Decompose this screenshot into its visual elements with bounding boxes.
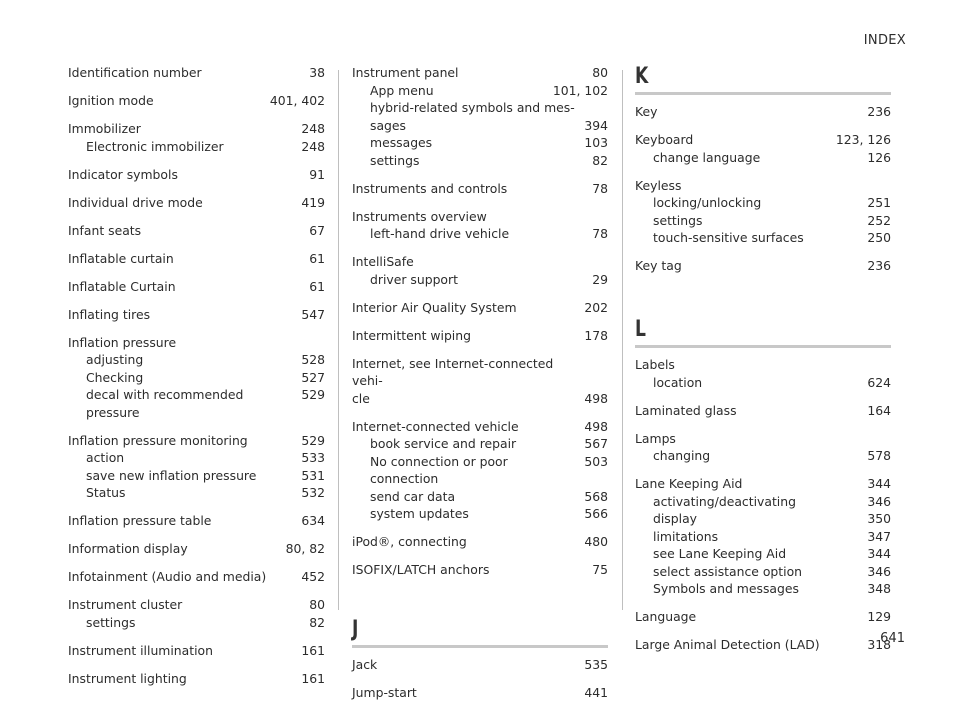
index-entry bbox=[635, 131, 891, 166]
index-entry bbox=[68, 432, 325, 502]
entry-label bbox=[352, 355, 584, 408]
entry-page-ref: 178 bbox=[584, 327, 608, 343]
entry-page-ref: 578 bbox=[867, 448, 891, 463]
index-list bbox=[352, 656, 608, 702]
entry-page-ref: 29 bbox=[592, 271, 608, 287]
index-subentry bbox=[352, 453, 608, 488]
entry-page-ref: 419 bbox=[301, 194, 325, 210]
entry-label bbox=[370, 99, 584, 134]
entry-label: Inflation pressure bbox=[68, 334, 177, 350]
column-divider bbox=[338, 70, 339, 610]
entry-page-ref: 252 bbox=[867, 212, 891, 228]
entry-label: Inflatable curtain bbox=[68, 250, 174, 266]
entry-page-ref: 346 bbox=[867, 493, 891, 509]
index-entry bbox=[68, 250, 325, 268]
index-subentry bbox=[352, 435, 608, 453]
entry-page-ref: 347 bbox=[867, 528, 891, 544]
index-entry-row bbox=[635, 608, 891, 626]
index-subentry bbox=[352, 225, 608, 243]
entry-page-ref: 533 bbox=[301, 450, 325, 465]
entry-page-ref: 318 bbox=[867, 637, 891, 652]
entry-label: Symbols and messages bbox=[653, 581, 799, 596]
index-entry bbox=[352, 656, 608, 674]
index-entry-row bbox=[635, 131, 891, 149]
entry-label: locking/unlocking bbox=[653, 195, 762, 210]
entry-page-ref: 566 bbox=[584, 506, 608, 521]
entry-page-ref: 38 bbox=[309, 65, 325, 80]
index-entry-row bbox=[352, 64, 608, 82]
entry-page-ref: 532 bbox=[301, 485, 325, 500]
index-entry-row bbox=[68, 166, 325, 184]
index-entry-row bbox=[635, 430, 891, 448]
index-entry bbox=[68, 568, 325, 586]
entry-label-line: sages bbox=[370, 117, 406, 133]
entry-page-ref: 67 bbox=[309, 222, 325, 238]
entry-page-ref: 78 bbox=[592, 180, 608, 196]
index-entry bbox=[635, 475, 891, 598]
entry-label: Keyless bbox=[635, 177, 682, 193]
index-entry-row bbox=[68, 432, 325, 450]
entry-label: App menu bbox=[370, 82, 434, 98]
entry-page-ref: 236 bbox=[867, 104, 891, 119]
index-entry-row bbox=[635, 402, 891, 420]
entry-page-ref: 91 bbox=[309, 166, 325, 182]
entry-label: settings bbox=[370, 152, 420, 168]
index-entry bbox=[352, 561, 608, 579]
index-entry-row bbox=[68, 64, 325, 82]
entry-label: Inflating tires bbox=[68, 306, 151, 322]
index-entry-row bbox=[635, 475, 891, 493]
index-entry bbox=[68, 194, 325, 212]
index-subentry bbox=[352, 271, 608, 289]
index-entry bbox=[635, 430, 891, 465]
index-subentry bbox=[635, 563, 891, 581]
page-header-title: INDEX bbox=[863, 33, 906, 48]
entry-page-ref: 80 bbox=[309, 597, 325, 612]
index-entry bbox=[68, 166, 325, 184]
index-entry-row bbox=[68, 278, 325, 296]
entry-page-ref: 531 bbox=[301, 467, 325, 483]
entry-label: Lane Keeping Aid bbox=[635, 476, 743, 491]
index-entry bbox=[68, 512, 325, 530]
entry-label: Immobilizer bbox=[68, 121, 141, 136]
entry-label: Infant seats bbox=[68, 222, 142, 238]
index-entry-row bbox=[352, 180, 608, 198]
entry-label: Instruments and controls bbox=[352, 180, 508, 196]
entry-page-ref: 101, 102 bbox=[552, 82, 608, 98]
entry-label: Laminated glass bbox=[635, 402, 737, 418]
index-entry-row bbox=[352, 253, 608, 271]
index-entry-row bbox=[68, 512, 325, 530]
entry-page-ref: 348 bbox=[867, 581, 891, 596]
entry-label: Inflation pressure table bbox=[68, 513, 212, 528]
entry-page-ref: 394 bbox=[584, 117, 608, 133]
entry-label: Infotainment (Audio and media) bbox=[68, 569, 267, 584]
entry-page-ref: 164 bbox=[867, 402, 891, 418]
entry-label: Instrument cluster bbox=[68, 597, 183, 612]
index-list bbox=[635, 103, 891, 275]
index-entry bbox=[635, 636, 891, 654]
index-entry-row bbox=[352, 299, 608, 317]
index-subentry bbox=[352, 134, 608, 152]
entry-label: Electronic immobilizer bbox=[86, 138, 224, 154]
entry-label: activating/deactivating bbox=[653, 493, 796, 509]
entry-page-ref: 346 bbox=[867, 563, 891, 579]
entry-label: ISOFIX/LATCH anchors bbox=[352, 562, 490, 577]
index-entry-row bbox=[635, 636, 891, 654]
index-entry-row bbox=[352, 684, 608, 702]
index-entry-row bbox=[68, 596, 325, 614]
index-entry bbox=[635, 177, 891, 247]
entry-page-ref: 248 bbox=[301, 138, 325, 154]
entry-page-ref: 75 bbox=[592, 562, 608, 577]
entry-page-ref: 452 bbox=[301, 569, 325, 584]
index-subentry bbox=[68, 484, 325, 502]
index-entry bbox=[352, 299, 608, 317]
entry-page-ref: 202 bbox=[584, 299, 608, 315]
entry-label: Lamps bbox=[635, 430, 676, 446]
entry-label: Status bbox=[86, 485, 126, 500]
entry-label-line: Internet, see Internet-connected vehi- bbox=[352, 355, 554, 388]
entry-label: iPod®, connecting bbox=[352, 534, 467, 549]
entry-label: Internet-connected vehicle bbox=[352, 418, 519, 434]
entry-label: Inflation pressure monitoring bbox=[68, 432, 248, 448]
index-subentry bbox=[68, 467, 325, 485]
index-entry bbox=[352, 208, 608, 243]
entry-label: change language bbox=[653, 149, 761, 165]
index-subentry bbox=[635, 447, 891, 465]
entry-page-ref: 126 bbox=[867, 149, 891, 165]
index-subentry bbox=[68, 386, 325, 421]
index-subentry bbox=[68, 351, 325, 369]
index-entry bbox=[635, 103, 891, 121]
entry-page-ref: 498 bbox=[584, 418, 608, 434]
entry-label: Labels bbox=[635, 357, 675, 372]
entry-label: Intermittent wiping bbox=[352, 327, 471, 343]
entry-label: messages bbox=[370, 135, 433, 150]
entry-label-line: hybrid-related symbols and mes- bbox=[370, 100, 575, 115]
entry-page-ref: 401, 402 bbox=[269, 93, 325, 108]
section-rule bbox=[635, 345, 891, 348]
index-subentry bbox=[68, 614, 325, 632]
index-subentry bbox=[352, 488, 608, 506]
index-subentry bbox=[68, 449, 325, 467]
index-subentry bbox=[68, 138, 325, 156]
entry-label: Key tag bbox=[635, 258, 682, 273]
entry-label: decal with recommended pressure bbox=[86, 387, 244, 420]
entry-page-ref: 61 bbox=[309, 250, 325, 266]
index-subentry bbox=[68, 369, 325, 387]
index-subentry bbox=[635, 194, 891, 212]
index-subentry bbox=[635, 580, 891, 598]
index-entry bbox=[352, 180, 608, 198]
entry-label: Checking bbox=[86, 369, 144, 385]
entry-label: settings bbox=[86, 614, 136, 630]
entry-page-ref: 103 bbox=[584, 135, 608, 150]
entry-label: action bbox=[86, 450, 125, 465]
entry-page-ref: 344 bbox=[867, 546, 891, 561]
index-entry-row bbox=[68, 120, 325, 138]
entry-page-ref: 161 bbox=[301, 642, 325, 658]
index-entry-row bbox=[68, 670, 325, 688]
entry-page-ref: 535 bbox=[584, 657, 608, 672]
page-number: 641 bbox=[880, 631, 905, 646]
entry-label: limitations bbox=[653, 528, 719, 544]
index-entry bbox=[68, 642, 325, 660]
index-entry-row bbox=[352, 208, 608, 226]
index-entry bbox=[352, 355, 608, 408]
index-column-1 bbox=[68, 64, 325, 698]
index-entry-row bbox=[635, 356, 891, 374]
index-entry bbox=[68, 64, 325, 82]
index-entry bbox=[68, 92, 325, 110]
column-divider bbox=[622, 70, 623, 610]
entry-label: settings bbox=[653, 212, 703, 228]
index-entry-row bbox=[635, 103, 891, 121]
index-entry-row bbox=[68, 642, 325, 660]
entry-page-ref: 634 bbox=[301, 513, 325, 528]
index-column-3 bbox=[635, 64, 891, 664]
entry-label: Interior Air Quality System bbox=[352, 299, 517, 315]
entry-label: Identification number bbox=[68, 65, 202, 80]
index-subentry bbox=[352, 152, 608, 170]
entry-label: Instrument panel bbox=[352, 65, 459, 80]
section-rule bbox=[352, 645, 608, 648]
entry-label: IntelliSafe bbox=[352, 254, 414, 269]
entry-label: driver support bbox=[370, 271, 458, 287]
entry-page-ref: 344 bbox=[867, 476, 891, 491]
entry-label: Large Animal Detection (LAD) bbox=[635, 637, 820, 652]
index-entry-row bbox=[352, 533, 608, 551]
index-entry bbox=[68, 334, 325, 422]
index-subentry bbox=[635, 493, 891, 511]
index-entry-row bbox=[68, 194, 325, 212]
index-subentry bbox=[635, 149, 891, 167]
entry-page-ref: 480 bbox=[584, 534, 608, 549]
index-subentry bbox=[635, 374, 891, 392]
index-entry-row bbox=[68, 222, 325, 240]
index-subentry bbox=[635, 229, 891, 247]
entry-label: select assistance option bbox=[653, 563, 803, 579]
entry-page-ref: 61 bbox=[309, 278, 325, 294]
entry-page-ref: 248 bbox=[301, 121, 325, 136]
entry-label: save new inflation pressure bbox=[86, 467, 257, 483]
entry-label: Indicator symbols bbox=[68, 166, 178, 182]
index-subentry bbox=[635, 528, 891, 546]
entry-label: touch-sensitive surfaces bbox=[653, 230, 804, 245]
entry-page-ref: 624 bbox=[867, 374, 891, 390]
entry-page-ref: 236 bbox=[867, 258, 891, 273]
entry-label: Language bbox=[635, 609, 697, 624]
index-entry bbox=[352, 253, 608, 288]
section-letter: L bbox=[635, 317, 646, 342]
section-heading-j bbox=[352, 617, 608, 648]
index-list bbox=[635, 356, 891, 654]
section-heading-l bbox=[635, 317, 891, 348]
index-entry-row bbox=[68, 568, 325, 586]
entry-page-ref: 82 bbox=[309, 614, 325, 630]
entry-page-ref: 80 bbox=[592, 65, 608, 80]
entry-page-ref: 123, 126 bbox=[835, 132, 891, 147]
index-entry bbox=[352, 64, 608, 169]
index-entry bbox=[635, 608, 891, 626]
section-letter: J bbox=[352, 617, 359, 642]
entry-label: Jack bbox=[352, 657, 378, 672]
entry-page-ref: 350 bbox=[867, 511, 891, 526]
entry-label: Ignition mode bbox=[68, 93, 154, 108]
entry-label: Instrument lighting bbox=[68, 670, 187, 686]
entry-label: adjusting bbox=[86, 352, 144, 367]
index-subentry bbox=[352, 505, 608, 523]
entry-page-ref: 129 bbox=[867, 609, 891, 624]
entry-label: Information display bbox=[68, 541, 188, 556]
entry-label: Instruments overview bbox=[352, 208, 487, 224]
index-entry-row bbox=[635, 257, 891, 275]
entry-label: Instrument illumination bbox=[68, 642, 213, 658]
index-subentry bbox=[635, 545, 891, 563]
entry-label: book service and repair bbox=[370, 436, 517, 451]
entry-page-ref: 251 bbox=[867, 195, 891, 210]
index-subentry bbox=[352, 82, 608, 100]
section-letter: K bbox=[635, 64, 649, 89]
entry-label: No connection or poor connection bbox=[370, 453, 508, 486]
entry-label-line: cle bbox=[352, 390, 370, 406]
index-entry-row bbox=[68, 540, 325, 558]
index-subentry bbox=[352, 99, 608, 134]
entry-label: changing bbox=[653, 448, 711, 463]
index-entry-row bbox=[352, 355, 608, 408]
entry-label: Individual drive mode bbox=[68, 194, 203, 210]
entry-page-ref: 529 bbox=[301, 432, 325, 448]
entry-label: display bbox=[653, 511, 697, 526]
entry-page-ref: 441 bbox=[584, 685, 608, 700]
entry-label: location bbox=[653, 374, 703, 390]
index-entry bbox=[635, 356, 891, 391]
index-entry-row bbox=[352, 561, 608, 579]
entry-page-ref: 78 bbox=[592, 226, 608, 241]
index-entry-row bbox=[352, 418, 608, 436]
index-entry-row bbox=[352, 327, 608, 345]
entry-label: send car data bbox=[370, 488, 456, 504]
entry-page-ref: 529 bbox=[301, 387, 325, 402]
entry-page-ref: 567 bbox=[584, 436, 608, 451]
entry-label: system updates bbox=[370, 506, 469, 521]
entry-label: Keyboard bbox=[635, 132, 694, 147]
index-entry bbox=[68, 540, 325, 558]
entry-label: Inflatable Curtain bbox=[68, 278, 176, 294]
index-column-2 bbox=[352, 64, 608, 712]
index-entry-row bbox=[635, 177, 891, 195]
index-entry-row bbox=[68, 250, 325, 268]
index-entry-row bbox=[352, 656, 608, 674]
index-subentry bbox=[635, 212, 891, 230]
index-entry-row bbox=[68, 92, 325, 110]
index-entry bbox=[68, 306, 325, 324]
entry-page-ref: 527 bbox=[301, 369, 325, 385]
index-entry bbox=[352, 684, 608, 702]
index-entry bbox=[352, 418, 608, 523]
entry-page-ref: 82 bbox=[592, 152, 608, 168]
index-entry bbox=[68, 120, 325, 155]
index-entry bbox=[352, 533, 608, 551]
index-entry bbox=[68, 278, 325, 296]
entry-page-ref: 250 bbox=[867, 230, 891, 245]
entry-page-ref: 161 bbox=[301, 670, 325, 686]
entry-page-ref: 498 bbox=[584, 390, 608, 406]
entry-label: Key bbox=[635, 104, 658, 119]
index-entry bbox=[635, 402, 891, 420]
index-subentry bbox=[635, 510, 891, 528]
index-entry bbox=[68, 596, 325, 631]
entry-page-ref: 503 bbox=[584, 453, 608, 469]
entry-page-ref: 568 bbox=[584, 488, 608, 504]
entry-page-ref: 547 bbox=[301, 306, 325, 322]
index-entry bbox=[68, 222, 325, 240]
entry-page-ref: 528 bbox=[301, 352, 325, 367]
index-entry bbox=[635, 257, 891, 275]
section-heading-k bbox=[635, 64, 891, 95]
entry-label: see Lane Keeping Aid bbox=[653, 546, 787, 561]
index-entry bbox=[68, 670, 325, 688]
entry-label: left-hand drive vehicle bbox=[370, 226, 510, 241]
index-list bbox=[352, 64, 608, 579]
index-entry-row bbox=[68, 306, 325, 324]
index-entry-row bbox=[68, 334, 325, 352]
index-entry bbox=[352, 327, 608, 345]
entry-label: Jump-start bbox=[352, 685, 417, 700]
entry-page-ref: 80, 82 bbox=[285, 541, 325, 556]
section-rule bbox=[635, 92, 891, 95]
